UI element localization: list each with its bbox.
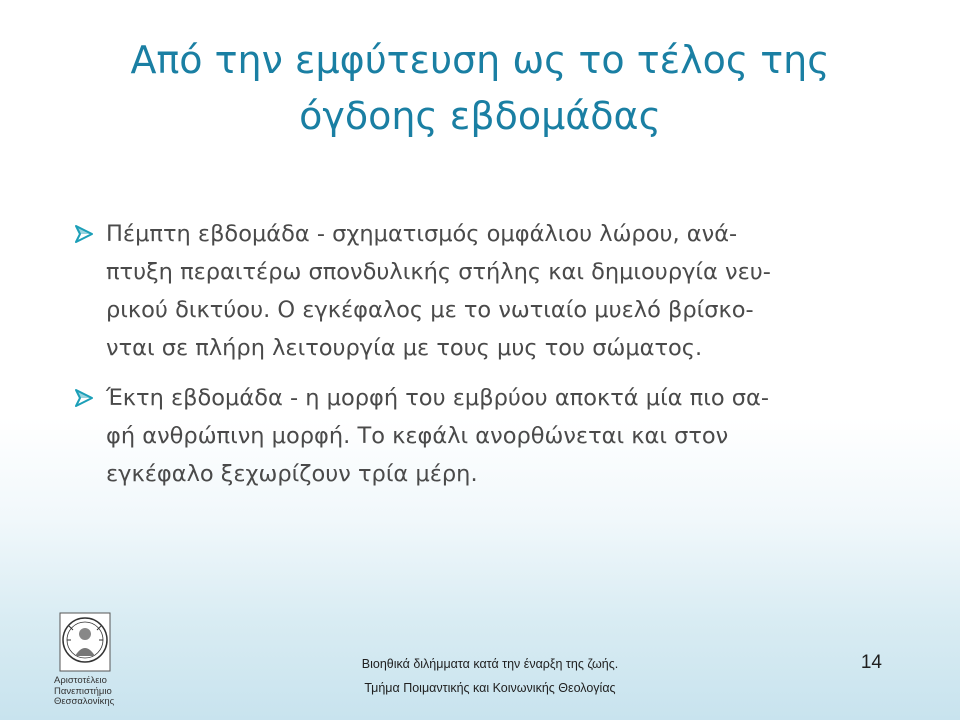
bullet-text: Έκτη εβδομάδα - η μορφή του εμβρύου αποκτά μία πιο σα- φή ανθρώπινη μορφή. Το κεφάλι ανορθώνεται και στον εγκέφαλο ξεχωρίζουν τρία μέρη. xyxy=(106,385,769,487)
university-emblem-icon xyxy=(59,612,111,672)
bullet-item-week-6 xyxy=(70,379,900,493)
bullet-item-week-5 xyxy=(70,215,900,367)
bullet-list xyxy=(70,215,900,505)
arrow-bullet-icon xyxy=(74,224,94,244)
title-line-1: Από την εμφύτευση ως το τέλος της xyxy=(130,38,830,82)
department-name: Τμήμα Ποιμαντικής και Κοινωνικής Θεολογίας xyxy=(364,681,616,695)
footer-info xyxy=(300,656,680,696)
university-logo xyxy=(40,612,130,708)
title-line-2: όγδοης εβδομάδας xyxy=(299,94,661,138)
bullet-text: Πέμπτη εβδομάδα - σχηματισμός ομφάλιου λώρου, ανά- πτυξη περαιτέρω σπονδυλικής στήλης και δημιουργία νευ- ρικού δικτύου. Ο εγκέφαλος με το νωτιαίο μυελό βρίσκο- νται σε πλήρη λειτουργία με τους μυς του σώματος. xyxy=(106,221,771,361)
page-number: 14 xyxy=(860,652,882,673)
slide-title xyxy=(80,32,880,144)
university-name: Αριστοτέλειο Πανεπιστήμιο Θεσσαλονίκης xyxy=(54,675,115,707)
course-title: Βιοηθικά διλήμματα κατά την έναρξη της ζωής. xyxy=(361,657,619,671)
arrow-bullet-icon xyxy=(74,388,94,408)
